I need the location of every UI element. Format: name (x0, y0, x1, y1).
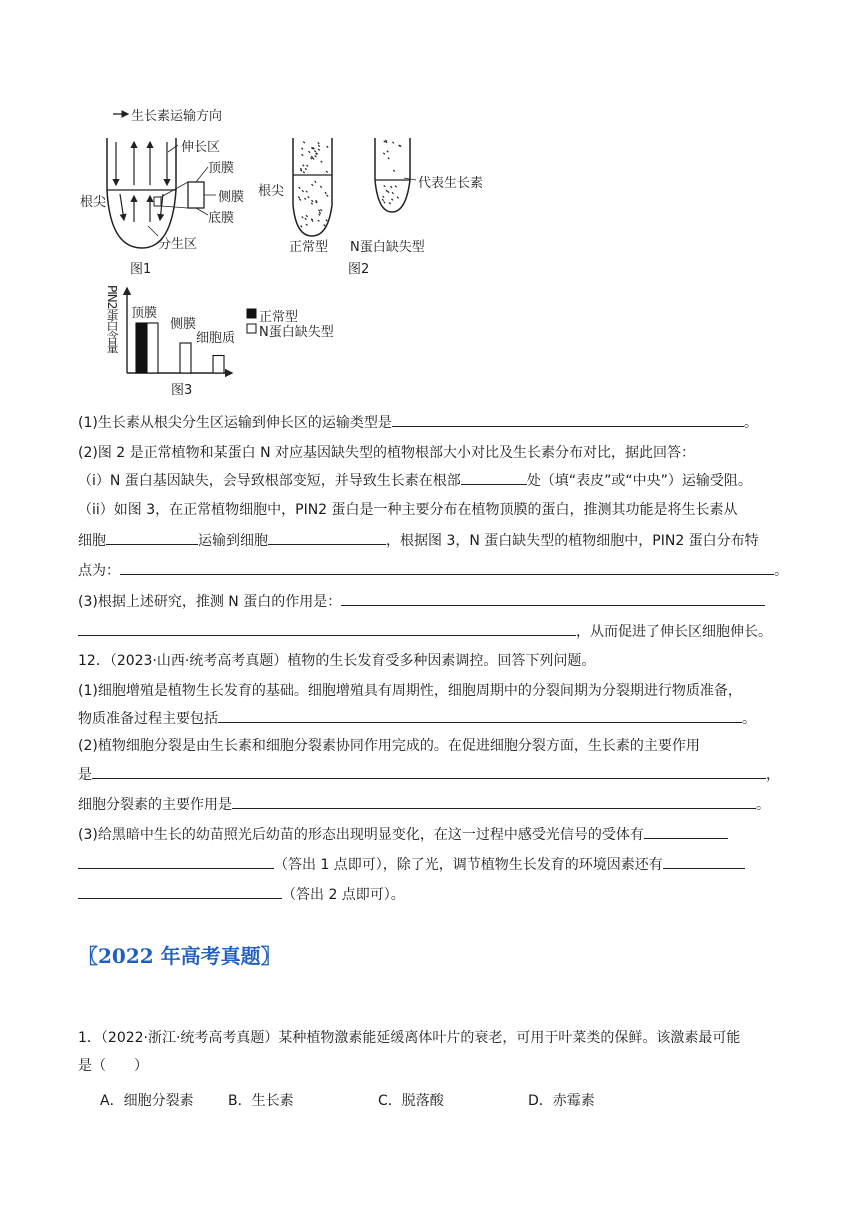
auxin-dot (314, 151, 316, 153)
auxin-dot (384, 202, 386, 204)
auxin-dot (395, 186, 397, 188)
auxin-dot (384, 141, 386, 143)
auxin-dot (313, 158, 315, 160)
q2-ii-blank-from[interactable] (106, 530, 198, 545)
option-c[interactable]: C．脱落酸 (378, 1093, 444, 1109)
auxin-dot (391, 199, 393, 201)
fig2-mutant-root (375, 138, 416, 212)
auxin-dot (303, 172, 305, 174)
q3-blank-b[interactable] (78, 621, 576, 636)
q12-3-blank-receptor-b[interactable] (78, 854, 274, 869)
auxin-dot (326, 171, 328, 173)
option-a[interactable]: A．细胞分裂素 (100, 1093, 194, 1109)
fig1-label-bottom: 底膜 (208, 211, 235, 226)
auxin-dot (319, 212, 321, 214)
auxin-dot (298, 197, 300, 199)
fig1-label-top: 顶膜 (208, 161, 235, 176)
auxin-dot (301, 226, 303, 228)
auxin-dot (306, 224, 308, 226)
q12-2-line-b: 是 ， (78, 764, 780, 785)
auxin-dot (319, 214, 321, 216)
fig3-legend-normal: 正常型 (259, 310, 299, 325)
q2-i-line: （i）N 蛋白基因缺失，会导致根部变短，并导致生长素在根部 处（填“表皮”或“中央”）运输受阻。 (78, 470, 752, 491)
auxin-dot (384, 185, 386, 187)
auxin-dot (304, 198, 306, 200)
q12-2-line-c: 细胞分裂素的主要作用是 。 (78, 794, 770, 815)
auxin-dot (321, 161, 323, 163)
auxin-dot (308, 196, 310, 198)
auxin-dot (315, 156, 317, 158)
auxin-dot (327, 146, 329, 148)
auxin-dot (387, 151, 389, 153)
auxin-dot (311, 158, 313, 160)
fig3-legend-mutant: N蛋白缺失型 (259, 325, 334, 340)
auxin-dot (382, 199, 384, 201)
fig3-ylabel: PIN2蛋白含量 (105, 285, 119, 353)
q1-line: (1)生长素从根尖分生区运输到伸长区的运输类型是 。 (78, 412, 758, 433)
auxin-dot (324, 225, 326, 227)
auxin-dot (305, 168, 307, 170)
auxin-dot (318, 220, 320, 222)
auxin-dot (303, 165, 305, 167)
auxin-dot (311, 219, 313, 221)
bar-normal-0 (136, 323, 147, 373)
auxin-dot (302, 154, 304, 156)
bar-mutant-1 (180, 343, 191, 373)
fig3-label-cytoplasm: 细胞质 (196, 331, 236, 346)
q2-ii-line-b: 细胞 运输到细胞 ，根据图 3，N 蛋白缺失型的植物细胞中，PIN2 蛋白分布特 (78, 530, 759, 551)
q12-stem: 12．（2023·山西·统考高考真题）植物的生长发育受多种因素调控。回答下列问题。 (78, 653, 596, 669)
legend-normal-swatch (247, 309, 256, 318)
q12-1-line-a: (1)细胞增殖是植物生长发育的基础。细胞增殖具有周期性，细胞周期中的分裂间期为分裂期进行物质准备， (78, 683, 742, 699)
auxin-dot (397, 197, 399, 199)
option-b[interactable]: B．生长素 (228, 1093, 294, 1109)
fig2-caption: 图2 (348, 262, 370, 277)
auxin-dot (318, 149, 320, 151)
legend-arrow-text: 生长素运输方向 (131, 109, 223, 124)
q12-1-blank[interactable] (218, 708, 742, 723)
q12-3-blank-env-a[interactable] (663, 854, 745, 869)
q3-line-a: (3)根据上述研究，推测 N 蛋白的作用是： (78, 591, 765, 612)
auxin-dot (312, 184, 314, 186)
fig1-label-elongation: 伸长区 (181, 140, 221, 155)
auxin-dot (299, 199, 301, 201)
auxin-dot (300, 168, 302, 170)
figure-diagrams (0, 0, 860, 400)
auxin-dot (327, 195, 329, 197)
q2-ii-blank-to[interactable] (268, 530, 386, 545)
fig1-label-root-tip: 根尖 (80, 195, 107, 210)
q2-ii-blank-distribution[interactable] (120, 560, 774, 575)
auxin-dot (320, 186, 322, 188)
auxin-dot (325, 192, 327, 194)
auxin-dot (326, 220, 328, 222)
auxin-dot (383, 153, 385, 155)
fig1-label-side: 侧膜 (218, 190, 245, 205)
q12-2-line-a: (2)植物细胞分裂是由生长素和细胞分裂素协同作用完成的。在促进细胞分裂方面，生长素的主要作用 (78, 738, 700, 754)
bar-mutant-0 (147, 323, 158, 373)
fig2-label-auxin: 代表生长素 (418, 176, 484, 191)
auxin-dot (302, 190, 304, 192)
auxin-dot (386, 190, 388, 192)
q12-2-blank-auxin[interactable] (92, 764, 766, 779)
auxin-dots (298, 140, 401, 227)
auxin-dot (315, 181, 317, 183)
auxin-dot (318, 210, 320, 212)
auxin-dot (305, 218, 307, 220)
q12-3-line-a: (3)给黑暗中生长的幼苗照光后幼苗的形态出现明显变化，在这一过程中感受光信号的受体有 (78, 824, 728, 845)
auxin-dot (303, 142, 305, 144)
q2-ii-line-c: 点为： 。 (78, 560, 788, 581)
auxin-dot (388, 158, 390, 160)
q3-line-b: ，从而促进了伸长区细胞伸长。 (78, 621, 772, 642)
q12-1-line-b: 物质准备过程主要包括 。 (78, 708, 756, 729)
auxin-dot (301, 148, 303, 150)
auxin-dot (393, 170, 395, 172)
auxin-dot (311, 203, 313, 205)
q12-2-blank-cytokinin[interactable] (232, 794, 756, 809)
q2-line: (2)图 2 是正常植物和某蛋白 N 对应基因缺失型的植物根部大小对比及生长素分布对比，据此回答： (78, 445, 696, 461)
auxin-dot (389, 203, 391, 205)
fig3-caption: 图3 (171, 383, 193, 398)
auxin-dot (302, 216, 304, 218)
section-title-2022: 〖2022 年高考真题〗 (78, 944, 281, 968)
q12-3-blank-env-b[interactable] (78, 884, 282, 899)
auxin-dot (306, 215, 308, 217)
auxin-dot (318, 142, 320, 144)
auxin-dot (390, 186, 392, 188)
auxin-dot (307, 165, 309, 167)
auxin-dot (383, 196, 385, 198)
auxin-dot (392, 142, 394, 144)
auxin-dot (300, 170, 302, 172)
legend-mutant-swatch (247, 324, 256, 333)
auxin-dot (312, 200, 314, 202)
fig1-caption: 图1 (130, 262, 152, 277)
q3-blank-a[interactable] (341, 591, 765, 606)
q2-i-blank[interactable] (461, 470, 527, 485)
fig2-label-mutant: N蛋白缺失型 (350, 240, 425, 255)
q1-blank[interactable] (392, 412, 744, 427)
q2022-stem-a: 1．（2022·浙江·统考高考真题）某种植物激素能延缓离体叶片的衰老，可用于叶菜类的保鲜。该激素最可能 (78, 1030, 741, 1046)
fig2-label-normal: 正常型 (289, 240, 329, 255)
auxin-dot (299, 187, 301, 189)
fig1-label-meristem: 分生区 (158, 237, 198, 252)
q2022-stem-b: 是（ ） (78, 1058, 148, 1074)
fig2-label-root-tip: 根尖 (258, 184, 285, 199)
q12-3-blank-receptor-a[interactable] (644, 824, 728, 839)
option-d[interactable]: D．赤霉素 (528, 1093, 595, 1109)
fig3-label-top: 顶膜 (131, 306, 158, 321)
auxin-dot (320, 209, 322, 211)
fig3-label-side: 侧膜 (170, 317, 197, 332)
auxin-dot (312, 220, 314, 222)
q12-3-line-b: （答出 1 点即可），除了光，调节植物生长发育的环境因素还有 (78, 854, 745, 875)
bar-mutant-2 (213, 356, 224, 374)
auxin-dot (388, 191, 390, 193)
auxin-dot (318, 145, 320, 147)
auxin-dot (306, 191, 308, 193)
q12-3-line-c: （答出 2 点即可）。 (78, 884, 405, 905)
auxin-dot (311, 156, 313, 158)
q2-ii-line-a: （ii）如图 3，在正常植物细胞中，PIN2 蛋白是一种主要分布在植物顶膜的蛋白，推测其功能是将生长素从 (78, 502, 738, 518)
auxin-dot (309, 151, 311, 153)
auxin-dot (392, 192, 394, 194)
